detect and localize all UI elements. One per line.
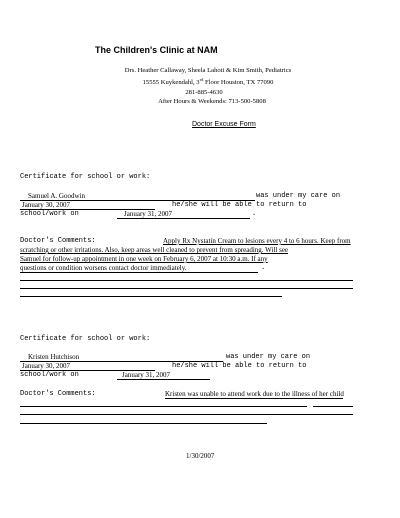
certificate-heading: Certificate for school or work: bbox=[20, 173, 151, 181]
address-superscript: rd bbox=[199, 77, 204, 83]
return-label: school/work on bbox=[20, 210, 79, 218]
care-text: was under my care on bbox=[256, 192, 341, 200]
comments-label: Doctor's Comments: bbox=[20, 237, 96, 245]
certificate-heading: Certificate for school or work: bbox=[20, 335, 151, 343]
return-date: January 31, 2007 bbox=[122, 371, 171, 379]
return-date: January 31, 2007 bbox=[124, 210, 173, 218]
care-date: January 30, 2007 bbox=[22, 362, 71, 370]
return-label: school/work on bbox=[20, 371, 79, 379]
comment-line-1: Apply Rx Nystatin Cream to lesions every 4 to 6 hours. Keep from bbox=[163, 237, 351, 245]
comment-line-4-underline bbox=[20, 272, 258, 273]
after-hours-line: After Hours & Weekends: 713-500-5808 bbox=[158, 97, 266, 105]
comment-line-2: scratching or other irritations. Also, keep areas well cleaned to prevent from spreading. Will see bbox=[20, 246, 289, 254]
doctors-line: Drs. Heather Callaway, Sheela Lahoti & Kim Smith, Pediatrics bbox=[124, 67, 292, 74]
blank-line bbox=[20, 280, 353, 281]
patient-name: Kristen Hutchison bbox=[28, 353, 80, 361]
return-text: he/she will be able to return to bbox=[172, 362, 307, 370]
care-text: was under my care on bbox=[226, 353, 311, 361]
care-date: January 30, 2007 bbox=[22, 201, 71, 209]
blank-line bbox=[20, 414, 353, 415]
blank-line bbox=[313, 406, 353, 407]
clinic-name: The Children's Clinic at NAM bbox=[95, 45, 218, 55]
return-date-line bbox=[117, 379, 210, 380]
blank-line bbox=[20, 288, 353, 289]
patient-name: Samuel A. Goodwin bbox=[28, 192, 85, 200]
comment-line-3: Samuel for follow-up appointment in one week on February 6, 2007 at 10:30 a.m. If any bbox=[20, 255, 268, 263]
return-text: he/she will be able to return to bbox=[172, 201, 307, 209]
comment-line-1-underline bbox=[165, 398, 343, 399]
clinic-address-block bbox=[0, 66, 400, 106]
return-period: . bbox=[252, 210, 257, 218]
comment-line-4: questions or condition worsens contact doctor immediately. bbox=[20, 264, 187, 272]
comments-label: Doctor's Comments: bbox=[20, 390, 96, 398]
blank-line bbox=[20, 296, 282, 297]
comment-period: . bbox=[261, 264, 266, 272]
footer-date: 1/30/2007 bbox=[186, 452, 215, 460]
address-line: 15555 Kuykendahl, 3rd Floor Houston, TX 77090 bbox=[142, 77, 274, 87]
form-title: Doctor Excuse Form bbox=[192, 121, 256, 128]
comment-line-1: Kristen was unable to attend work due to the illness of her child bbox=[165, 390, 344, 398]
phone-line: 281-885-4630 bbox=[185, 88, 223, 96]
blank-line bbox=[20, 423, 267, 424]
return-date-line bbox=[117, 218, 250, 219]
blank-line bbox=[20, 406, 307, 407]
